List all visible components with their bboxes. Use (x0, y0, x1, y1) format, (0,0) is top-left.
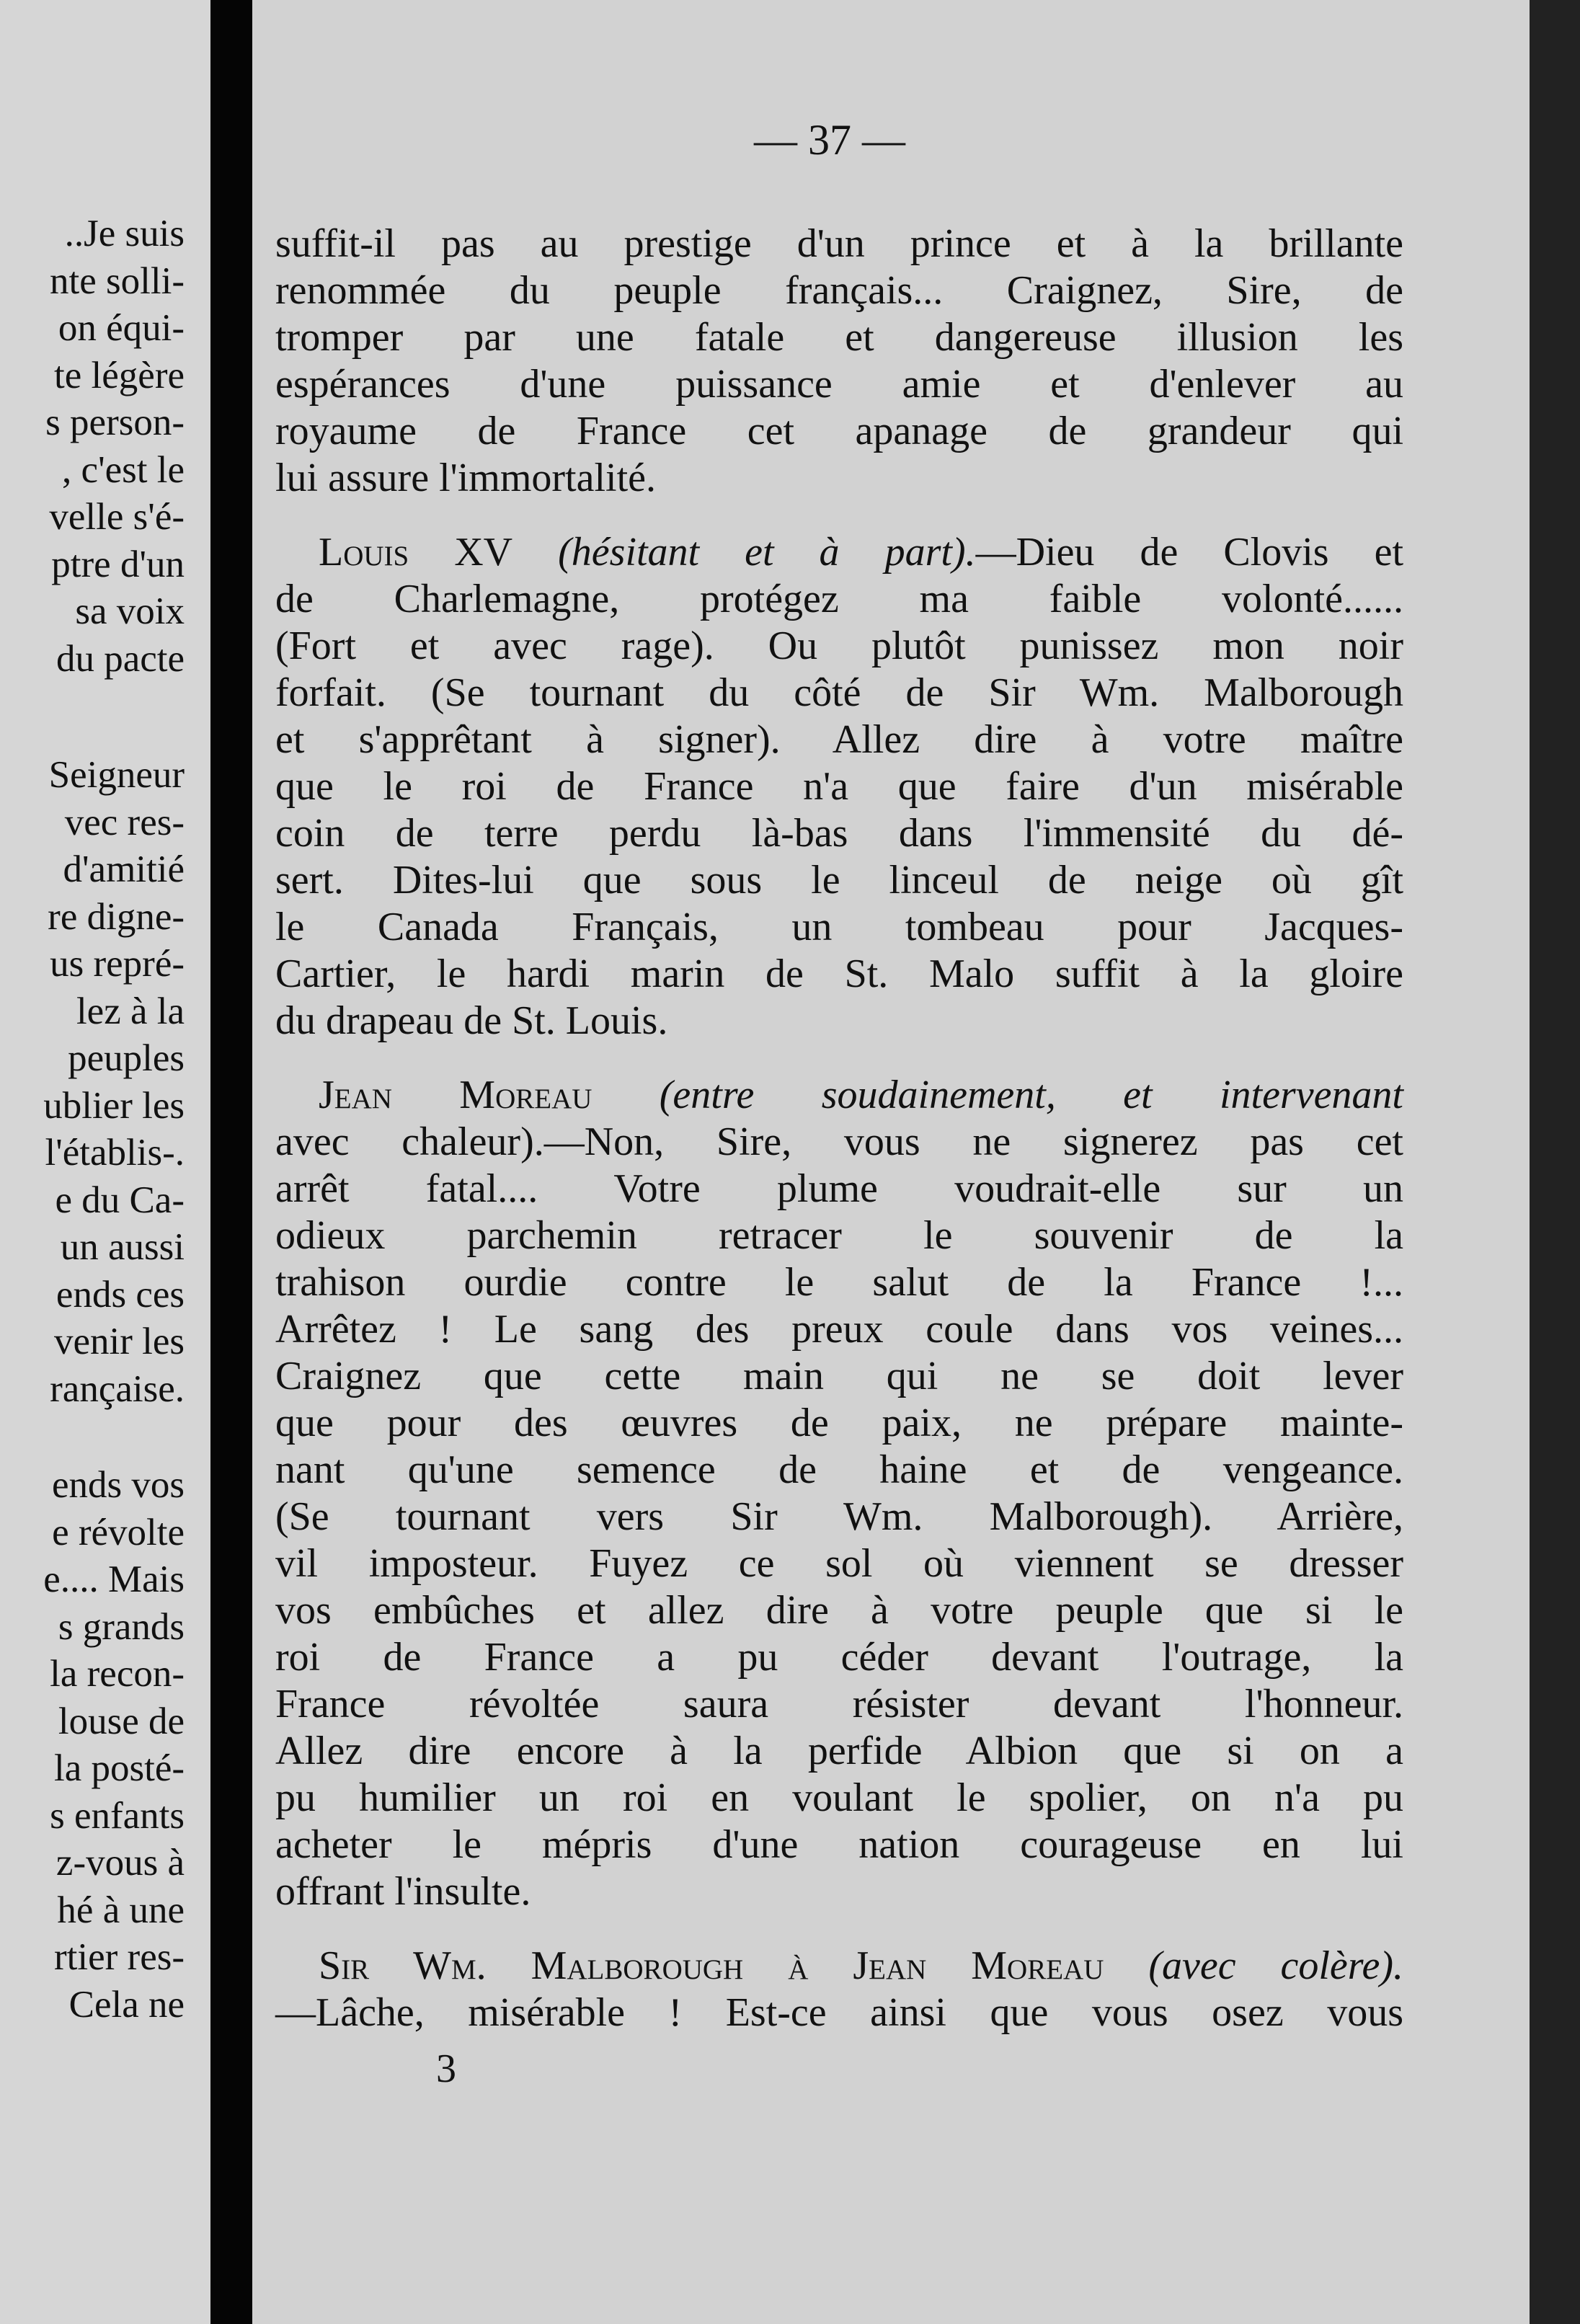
text-line: du drapeau de St. Louis. (275, 998, 668, 1043)
page-body (275, 221, 1403, 2036)
text-line: roi de France a pu céder devant l'outrage, la (275, 1635, 1403, 1680)
right-page (252, 0, 1580, 2324)
left-line: re digne- (48, 895, 185, 938)
text-line: arrêt fatal.... Votre plume voudrait-elle sur un (275, 1166, 1403, 1211)
text-line: trahison ourdie contre le salut de la France !... (275, 1260, 1403, 1305)
left-line: us repré- (50, 943, 185, 985)
speaker-name: Jean Moreau (319, 1073, 592, 1117)
left-line: Seigneur (48, 754, 185, 796)
left-line: hé à une (57, 1889, 185, 1931)
left-facing-page (0, 0, 210, 2324)
left-line: e du Ca- (55, 1179, 185, 1221)
page-edge-shadow (1530, 0, 1580, 2324)
left-line: du pacte (56, 637, 185, 680)
left-line: louse de (58, 1700, 185, 1742)
left-line: velle s'é- (49, 496, 185, 538)
text-line: coin de terre perdu là-bas dans l'immensité du dé- (275, 811, 1403, 856)
text-line: (Se tournant vers Sir Wm. Malborough). Arrière, (275, 1494, 1403, 1539)
left-line: ublier les (43, 1084, 185, 1127)
left-line: lez à la (76, 990, 185, 1032)
book-gutter (210, 0, 252, 2324)
left-line: e.... Mais (43, 1558, 185, 1600)
left-line: l'établis-. (45, 1132, 185, 1174)
text-line: que le roi de France n'a que faire d'un misérable (275, 764, 1403, 809)
left-line: venir les (53, 1321, 185, 1362)
text-line: lui assure l'immortalité. (275, 456, 656, 500)
speaker-line (275, 529, 1403, 576)
signature-mark: 3 (436, 2046, 456, 2091)
page-number: — 37 — (754, 116, 905, 164)
left-line: z-vous à (56, 1842, 185, 1884)
text-line: Allez dire encore à la perfide Albion que si on a (275, 1729, 1403, 1773)
text-line: —Lâche, misérable ! Est-ce ainsi que vous osez vous (275, 1990, 1403, 2035)
text-line: acheter le mépris d'une nation courageuse en lui (275, 1822, 1403, 1867)
speaker-name: Sir Wm. Malborough à Jean Moreau (319, 1943, 1104, 1988)
left-line: rançaise. (50, 1367, 185, 1410)
text-line: offrant l'insulte. (275, 1869, 531, 1914)
left-line: Cela ne (68, 1983, 185, 2026)
text-fragment: —Dieu de Clovis et (975, 530, 1404, 575)
stage-direction: (entre soudainement, et intervenant (659, 1073, 1403, 1117)
left-line: d'amitié (63, 848, 185, 890)
left-line: s person- (45, 402, 185, 443)
left-line: un aussi (60, 1226, 185, 1268)
text-line: espérances d'une puissance amie et d'enlever au (275, 362, 1403, 407)
left-line: rtier res- (54, 1936, 185, 1978)
left-line: , c'est le (62, 448, 185, 491)
left-line: ..Je suis (64, 213, 185, 254)
left-line: peuples (68, 1037, 185, 1079)
text-line: royaume de France cet apanage de grandeur qui (275, 409, 1403, 453)
left-line: nte solli- (50, 260, 185, 302)
left-line: on équi- (58, 307, 185, 349)
text-line: France révoltée saura résister devant l'honneur. (275, 1682, 1403, 1726)
left-line: ptre d'un (51, 543, 185, 585)
text-line: odieux parchemin retracer le souvenir de la (275, 1213, 1403, 1258)
stage-direction: (hésitant et à part). (558, 530, 976, 575)
left-line: la posté- (53, 1747, 185, 1789)
left-line: ends vos (51, 1464, 185, 1506)
left-line: la recon- (50, 1653, 185, 1695)
left-line: s enfants (50, 1794, 185, 1837)
left-line: ends ces (56, 1273, 185, 1316)
left-line: te légère (54, 354, 185, 396)
speaker-line (275, 1943, 1403, 1990)
text-line: sert. Dites-lui que sous le linceul de neige où gît (275, 858, 1403, 902)
stage-direction: (avec colère). (1148, 1943, 1403, 1988)
left-line: s grands (58, 1605, 185, 1648)
text-line: que pour des œuvres de paix, ne prépare mainte- (275, 1401, 1403, 1445)
text-line: Craignez que cette main qui ne se doit lever (275, 1354, 1403, 1398)
text-line: Arrêtez ! Le sang des preux coule dans vos veines... (275, 1307, 1403, 1352)
left-line: vec res- (64, 801, 185, 843)
text-line: pu humilier un roi en voulant le spolier, on n'a pu (275, 1775, 1403, 1820)
text-line: Cartier, le hardi marin de St. Malo suffit à la gloire (275, 952, 1403, 996)
text-line: (Fort et avec rage). Ou plutôt punissez mon noir (275, 624, 1403, 668)
text-line: de Charlemagne, protégez ma faible volonté...... (275, 577, 1403, 621)
text-line: forfait. (Se tournant du côté de Sir Wm. Malborough (275, 670, 1403, 715)
speaker-name: Louis XV (319, 530, 513, 575)
text-line: renommée du peuple français... Craignez, Sire, de (275, 268, 1403, 313)
text-line: et s'apprêtant à signer). Allez dire à votre maître (275, 717, 1403, 762)
text-line: avec chaleur).—Non, Sire, vous ne signerez pas cet (275, 1119, 1403, 1164)
text-line: tromper par une fatale et dangereuse illusion les (275, 315, 1403, 360)
left-line: e révolte (52, 1511, 185, 1553)
text-line: suffit-il pas au prestige d'un prince et à la brillante (275, 221, 1403, 266)
left-page-text (0, 210, 185, 2028)
text-line: le Canada Français, un tombeau pour Jacques- (275, 905, 1403, 949)
left-line: sa voix (75, 590, 185, 632)
speaker-line (275, 1072, 1403, 1119)
text-line: nant qu'une semence de haine et de vengeance. (275, 1447, 1403, 1492)
text-line: vil imposteur. Fuyez ce sol où viennent se dresser (275, 1541, 1403, 1586)
text-line: vos embûches et allez dire à votre peuple que si le (275, 1588, 1403, 1633)
